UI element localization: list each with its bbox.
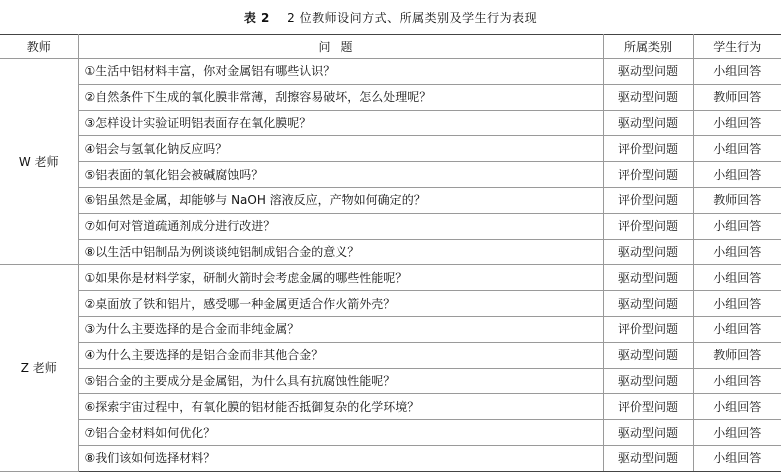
- header-category: 所属类别: [603, 35, 693, 59]
- question-cell: ⑦如何对管道疏通剂成分进行改进？: [78, 213, 603, 239]
- table-row: [0, 291, 781, 317]
- teacher-cell: Z 老师: [0, 265, 78, 471]
- category-cell: 驱动型问题: [603, 239, 693, 265]
- behavior-cell: 教师回答: [693, 84, 781, 110]
- behavior-cell: 小组回答: [693, 59, 781, 85]
- table-row: [0, 84, 781, 110]
- question-cell: ⑤铝表面的氧化铝会被碱腐蚀吗？: [78, 162, 603, 188]
- behavior-cell: 小组回答: [693, 368, 781, 394]
- header-row: [0, 35, 781, 59]
- table-row: [0, 342, 781, 368]
- category-cell: 驱动型问题: [603, 368, 693, 394]
- behavior-cell: 教师回答: [693, 187, 781, 213]
- category-cell: 驱动型问题: [603, 342, 693, 368]
- behavior-cell: 小组回答: [693, 265, 781, 291]
- question-cell: ②桌面放了铁和铝片，感受哪一种金属更适合作火箭外壳？: [78, 291, 603, 317]
- table-row: [0, 213, 781, 239]
- question-cell: ③怎样设计实验证明铝表面存在氧化膜呢？: [78, 110, 603, 136]
- table-row: [0, 265, 781, 291]
- table-row: [0, 239, 781, 265]
- category-cell: 驱动型问题: [603, 59, 693, 85]
- table-caption: [0, 9, 781, 26]
- behavior-cell: 小组回答: [693, 110, 781, 136]
- table-caption-label: 表 2: [243, 11, 270, 25]
- category-cell: 驱动型问题: [603, 110, 693, 136]
- category-cell: 评价型问题: [603, 394, 693, 420]
- question-cell: ②自然条件下生成的氧化膜非常薄，刮擦容易破坏，怎么处理呢？: [78, 84, 603, 110]
- category-cell: 评价型问题: [603, 316, 693, 342]
- behavior-cell: 小组回答: [693, 420, 781, 446]
- table-body: [0, 59, 781, 472]
- question-cell: ③为什么主要选择的是合金而非纯金属？: [78, 316, 603, 342]
- behavior-cell: 小组回答: [693, 136, 781, 162]
- table-row: [0, 394, 781, 420]
- table-row: [0, 445, 781, 471]
- behavior-cell: 小组回答: [693, 213, 781, 239]
- question-cell: ④铝会与氢氧化钠反应吗？: [78, 136, 603, 162]
- category-cell: 评价型问题: [603, 213, 693, 239]
- header-behavior: 学生行为: [693, 35, 781, 59]
- teacher-cell: W 老师: [0, 59, 78, 265]
- table-row: [0, 187, 781, 213]
- category-cell: 评价型问题: [603, 136, 693, 162]
- behavior-cell: 教师回答: [693, 342, 781, 368]
- questions-table: [0, 34, 781, 472]
- category-cell: 驱动型问题: [603, 420, 693, 446]
- header-question: 问题: [78, 35, 603, 59]
- question-cell: ⑥探索宇宙过程中，有氧化膜的铝材能否抵御复杂的化学环境？: [78, 394, 603, 420]
- behavior-cell: 小组回答: [693, 239, 781, 265]
- table-row: [0, 59, 781, 85]
- category-cell: 评价型问题: [603, 187, 693, 213]
- question-cell: ⑧以生活中铝制品为例谈谈纯铝制成铝合金的意义？: [78, 239, 603, 265]
- question-cell: ⑦铝合金材料如何优化？: [78, 420, 603, 446]
- table-row: [0, 136, 781, 162]
- category-cell: 驱动型问题: [603, 84, 693, 110]
- table-row: [0, 110, 781, 136]
- header-teacher: 教师: [0, 35, 78, 59]
- category-cell: 驱动型问题: [603, 445, 693, 471]
- behavior-cell: 小组回答: [693, 316, 781, 342]
- question-cell: ⑤铝合金的主要成分是金属铝，为什么具有抗腐蚀性能呢？: [78, 368, 603, 394]
- table-row: [0, 368, 781, 394]
- category-cell: 驱动型问题: [603, 291, 693, 317]
- question-cell: ①生活中铝材料丰富，你对金属铝有哪些认识？: [78, 59, 603, 85]
- behavior-cell: 小组回答: [693, 291, 781, 317]
- question-cell: ①如果你是材料学家，研制火箭时会考虑金属的哪些性能呢？: [78, 265, 603, 291]
- category-cell: 评价型问题: [603, 162, 693, 188]
- table-caption-title: 2 位教师设问方式、所属类别及学生行为表现: [287, 11, 538, 25]
- question-cell: ④为什么主要选择的是铝合金而非其他合金？: [78, 342, 603, 368]
- behavior-cell: 小组回答: [693, 162, 781, 188]
- table-row: [0, 162, 781, 188]
- behavior-cell: 小组回答: [693, 394, 781, 420]
- table-row: [0, 316, 781, 342]
- question-cell: ⑥铝虽然是金属，却能够与 NaOH 溶液反应，产物如何确定的？: [78, 187, 603, 213]
- question-cell: ⑧我们该如何选择材料？: [78, 445, 603, 471]
- category-cell: 驱动型问题: [603, 265, 693, 291]
- behavior-cell: 小组回答: [693, 445, 781, 471]
- table-row: [0, 420, 781, 446]
